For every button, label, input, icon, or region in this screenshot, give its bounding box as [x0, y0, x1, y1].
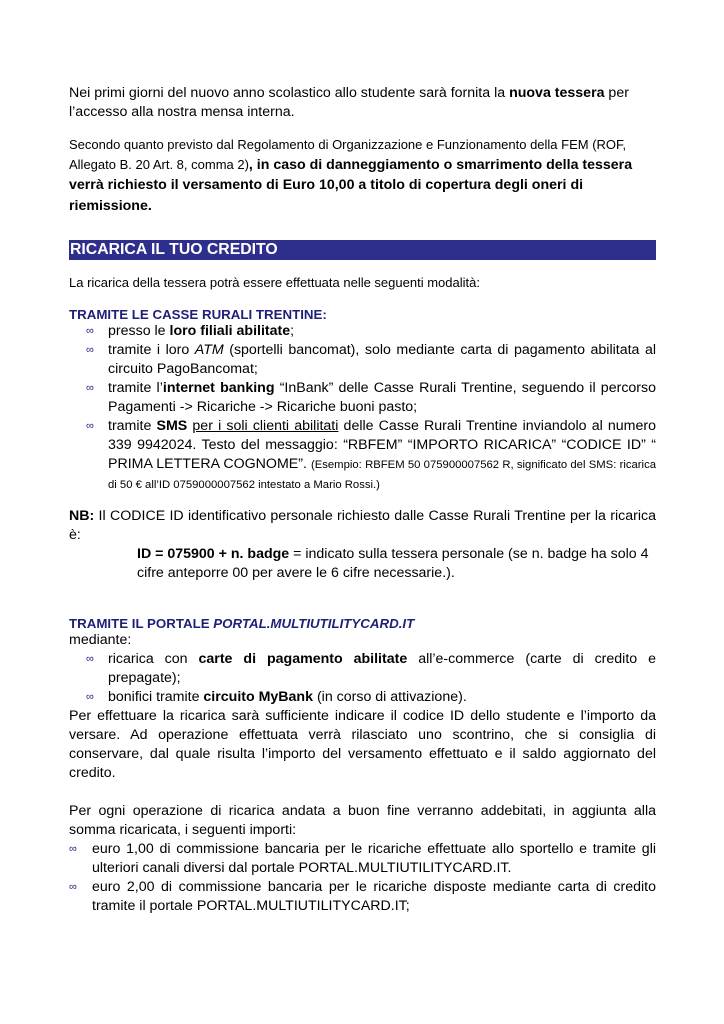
commissioni-list	[69, 840, 656, 916]
infinity-bullet-icon: ∞	[86, 653, 94, 665]
casse-heading: TRAMITE LE CASSE RURALI TRENTINE:	[69, 307, 327, 322]
infinity-bullet-icon: ∞	[86, 325, 94, 337]
nb-paragraph: NB: Il CODICE ID identificativo personale richiesto dalle Casse Rurali Trentine per la ricarica è:	[69, 508, 656, 543]
casse-list	[69, 322, 656, 495]
rof-paragraph: Secondo quanto previsto dal Regolamento di Organizzazione e Funzionamento della FEM (ROF, Allegato B. 20 Art. 8, comma 2), in caso di danneggiamento o smarrimento della tessera verrà richiesto il versamento di Euro 10,00 a titolo di copertura degli oneri di riemissione.	[69, 137, 633, 214]
list-item: ∞ ricarica con carte di pagamento abilitate all’e-commerce (carte di credito e prepagate);	[86, 651, 657, 686]
list-item: ∞ euro 1,00 di commissione bancaria per le ricariche effettuate allo sportello e tramite gli ulteriori canali diversi dal portale PORTAL.MULTIUTILITYCARD.IT.	[69, 841, 656, 876]
intro-paragraph: Nei primi giorni del nuovo anno scolastico allo studente sarà fornita la nuova tessera per l’accesso alla nostra mensa interna.	[69, 85, 629, 120]
list-item: ∞ euro 2,00 di commissione bancaria per le ricariche disposte mediante carta di credito tramite il portale PORTAL.MULTIUTILITYCARD.IT;	[69, 879, 656, 914]
infinity-bullet-icon: ∞	[69, 843, 77, 855]
infinity-bullet-icon: ∞	[86, 382, 94, 394]
portale-heading: TRAMITE IL PORTALE PORTAL.MULTIUTILITYCARD.IT	[69, 616, 415, 631]
infinity-bullet-icon: ∞	[69, 881, 77, 893]
infinity-bullet-icon: ∞	[86, 420, 94, 432]
list-item: ∞ tramite i loro ATM (sportelli bancomat), solo mediante carta di pagamento abilitata al circuito PagoBancomat;	[86, 342, 656, 377]
infinity-bullet-icon: ∞	[86, 344, 94, 356]
list-item: ∞ tramite SMS per i soli clienti abilitati delle Casse Rurali Trentine inviandolo al numero 339 9942024. Testo del messaggio: “RBFEM” “IMPORTO RICARICA” “CODICE ID” “ PRIMA LETTERA COGNOME”. (Esempio: RBFEM 50 075900007562 R, significato del SMS: ricarica di 50 € all’ID 0759000007562 intestato a Mario Rossi.)	[86, 418, 656, 491]
portale-paragraph: Per effettuare la ricarica sarà sufficiente indicare il codice ID dello studente e l’importo da versare. Ad operazione effettuata verrà rilasciato uno scontrino, che si consiglia di conservare, dal quale risulta l’importo del versamento effettuato e il saldo aggiornato del credito.	[69, 708, 656, 781]
portale-list	[69, 650, 656, 707]
mediante-label: mediante:	[69, 632, 132, 648]
list-item: ∞ tramite l’internet banking “InBank” delle Casse Rurali Trentine, seguendo il percorso Pagamenti -> Ricariche -> Ricariche buoni pasto;	[86, 380, 657, 415]
id-formula: ID = 075900 + n. badge = indicato sulla tessera personale (se n. badge ha solo 4 cifre anteporre 00 per avere le 6 cifre necessarie.).	[137, 546, 649, 581]
infinity-bullet-icon: ∞	[86, 691, 94, 703]
list-item: ∞ presso le loro filiali abilitate;	[86, 323, 295, 339]
ricarica-intro: La ricarica della tessera potrà essere effettuata nelle seguenti modalità:	[69, 275, 480, 290]
document-page	[69, 84, 656, 916]
commissioni-intro: Per ogni operazione di ricarica andata a buon fine verranno addebitati, in aggiunta alla somma ricaricata, i seguenti importi:	[69, 803, 656, 838]
list-item: ∞ bonifici tramite circuito MyBank (in corso di attivazione).	[86, 689, 467, 705]
section-banner: RICARICA IL TUO CREDITO	[69, 240, 656, 260]
